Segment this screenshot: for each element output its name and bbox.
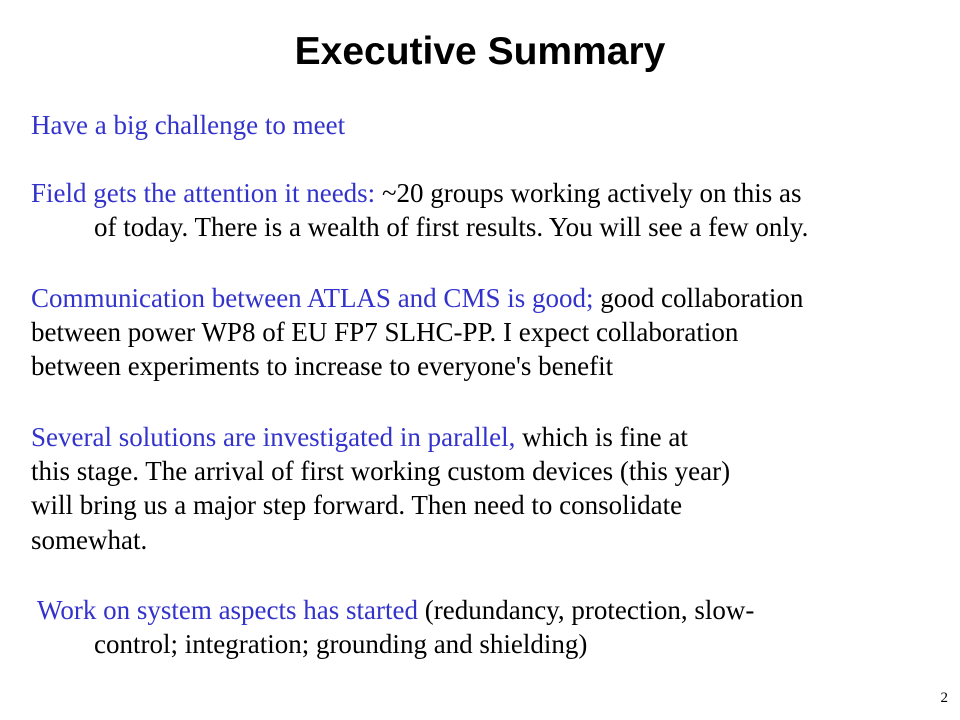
paragraph-4-text-continued: this stage. The arrival of first working custom devices (this year) (31, 456, 731, 486)
paragraph-2-line-1 (31, 177, 802, 209)
paragraph-3-text-end: between experiments to increase to everyone's benefit (31, 351, 614, 381)
paragraph-5-text-continued: control; integration; grounding and shielding) (94, 629, 588, 659)
paragraph-2-heading: Field gets the attention it needs: (31, 178, 382, 208)
paragraph-3-line-1 (31, 282, 803, 314)
paragraph-4-text-end: somewhat. (31, 525, 148, 555)
paragraph-4-line-3 (31, 489, 682, 521)
paragraph-4-line-1 (31, 421, 688, 453)
paragraph-5-line-1 (37, 594, 754, 626)
page-number: 2 (940, 690, 948, 706)
page-title: Executive Summary (294, 30, 666, 73)
paragraph-1-heading: Have a big challenge to meet (31, 110, 346, 140)
paragraph-3-line-2 (31, 316, 738, 348)
paragraph-4-line-2 (31, 455, 730, 487)
paragraph-1-line-1 (31, 109, 345, 141)
paragraph-3-heading: Communication between ATLAS and CMS is good; (31, 283, 601, 313)
paragraph-3-text-continued: between power WP8 of EU FP7 SLHC-PP. I expect collaboration (31, 317, 739, 347)
paragraph-5-text: (redundancy, protection, slow- (424, 595, 755, 625)
paragraph-2-line-2 (94, 211, 808, 243)
paragraph-2-text-continued: of today. There is a wealth of first results. You will see a few only. (94, 212, 809, 242)
paragraph-3-line-3 (31, 350, 613, 382)
paragraph-5-line-2 (94, 628, 587, 660)
paragraph-2-text: ~20 groups working actively on this as (381, 178, 802, 208)
paragraph-4-line-4 (31, 524, 147, 556)
paragraph-3-text: good collaboration (600, 283, 804, 313)
paragraph-4-text-continued-2: will bring us a major step forward. Then need to consolidate (31, 490, 683, 520)
paragraph-4-text: which is fine at (522, 422, 688, 452)
paragraph-5-heading: Work on system aspects has started (37, 595, 425, 625)
paragraph-4-heading: Several solutions are investigated in parallel, (31, 422, 523, 452)
